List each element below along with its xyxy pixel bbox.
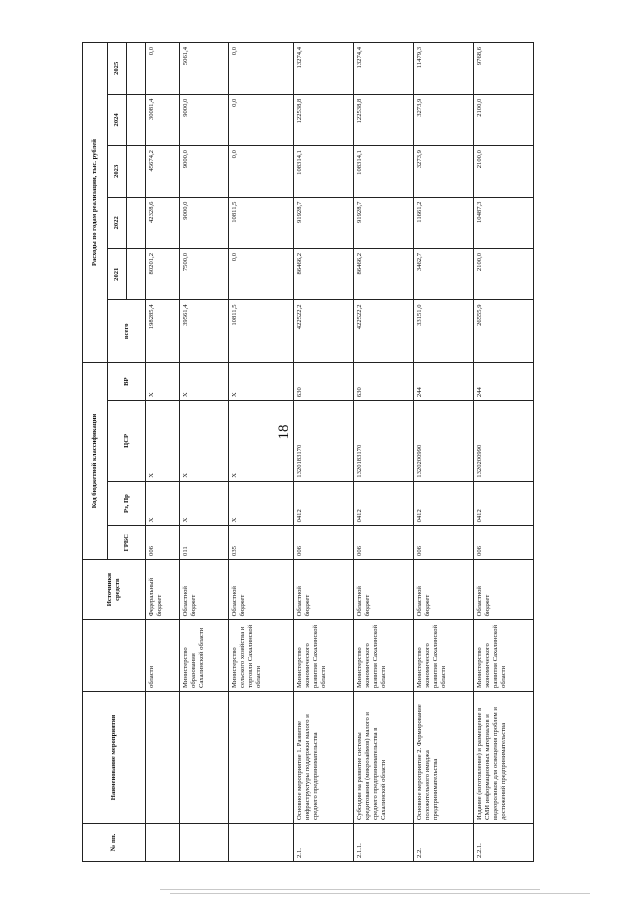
row-name-cell: Основное мероприятие 1. Развитие инфраструктуры поддержки малого и среднего предпринимательства: [294, 691, 354, 823]
row-year-value-cell: 11479,3: [414, 43, 474, 95]
row-year-value-cell: 0,0: [229, 94, 294, 145]
row-year-value-cell: 13274,4: [294, 43, 354, 95]
row-year-value-cell: 11661,2: [414, 197, 474, 248]
row-source-cell: Областной бюджет: [354, 559, 414, 619]
row-name-cell: [229, 691, 294, 823]
row-year-value-cell: 42328,6: [146, 197, 180, 248]
row-year-value-cell: 91928,7: [294, 197, 354, 248]
row-year-value-cell: 10487,3: [474, 197, 534, 248]
header-csr: ЦСР: [108, 401, 146, 482]
row-grbs-cell: 011: [180, 526, 229, 560]
row-rzpr-cell: 0412: [474, 481, 534, 526]
row-year-value-cell: 2100,0: [474, 94, 534, 145]
row-year-value-cell: 91928,7: [354, 197, 414, 248]
row-num-cell: 2.2.1.: [474, 823, 534, 861]
row-csr-cell: 1320200990: [474, 401, 534, 482]
row-num-cell: [229, 823, 294, 861]
row-year-value-cell: 2100,0: [474, 249, 534, 300]
header-expenses: Расходы по годам реализации, тыс. рублей: [83, 43, 108, 363]
row-year-value-cell: 86466,2: [294, 249, 354, 300]
row-year-value-cell: 108314,1: [354, 146, 414, 197]
row-num-cell: 2.1.: [294, 823, 354, 861]
header-budget-code: Код бюджетной классификации: [83, 363, 108, 560]
row-name-cell: [180, 691, 229, 823]
row-executor-cell: Министерство образования Сахалинской области: [180, 620, 229, 692]
scan-artifact-line: [160, 889, 540, 890]
row-csr-cell: 1320183170: [354, 401, 414, 482]
row-total-cell: 26555,9: [474, 300, 534, 363]
table-row: [229, 43, 294, 862]
row-source-cell: Областной бюджет: [294, 559, 354, 619]
header-year: 2024: [108, 94, 127, 145]
header-year-spacer: [127, 43, 146, 95]
header-year-spacer: [127, 249, 146, 300]
row-year-value-cell: 80201,2: [146, 249, 180, 300]
header-year: 2022: [108, 197, 127, 248]
row-year-value-cell: 10811,5: [229, 197, 294, 248]
row-vr-cell: Х: [180, 363, 229, 401]
row-year-value-cell: 13274,4: [354, 43, 414, 95]
row-csr-cell: 1320200990: [414, 401, 474, 482]
row-year-value-cell: 122538,8: [294, 94, 354, 145]
row-total-cell: 33151,0: [414, 300, 474, 363]
row-year-value-cell: 86466,2: [354, 249, 414, 300]
row-vr-cell: 244: [474, 363, 534, 401]
row-csr-cell: Х: [180, 401, 229, 482]
page-number: 18: [276, 424, 292, 440]
row-total-cell: 422522,2: [294, 300, 354, 363]
row-total-cell: 198285,4: [146, 300, 180, 363]
row-num-cell: [180, 823, 229, 861]
row-grbs-cell: 035: [229, 526, 294, 560]
row-name-cell: Основное мероприятие 2. Формирование положительного имиджа предпринимательства: [414, 691, 474, 823]
row-grbs-cell: 006: [414, 526, 474, 560]
row-year-value-cell: 5061,4: [180, 43, 229, 95]
row-csr-cell: 1320183170: [294, 401, 354, 482]
header-year: 2021: [108, 249, 127, 300]
table-row: [474, 43, 534, 862]
row-grbs-cell: 006: [294, 526, 354, 560]
row-source-cell: Областной бюджет: [180, 559, 229, 619]
header-vr: ВР: [108, 363, 146, 401]
row-year-value-cell: 3273,9: [414, 94, 474, 145]
row-executor-cell: Министерство сельского хозяйства и торговли Сахалинской области: [229, 620, 294, 692]
row-rzpr-cell: Х: [180, 481, 229, 526]
scan-artifact-line: [170, 893, 590, 894]
row-year-value-cell: 0,0: [229, 43, 294, 95]
header-year-spacer: [127, 146, 146, 197]
row-vr-cell: 244: [414, 363, 474, 401]
row-grbs-cell: 006: [354, 526, 414, 560]
row-year-value-cell: 122538,8: [354, 94, 414, 145]
header-rzpr: Рз, Пр: [108, 481, 146, 526]
row-csr-cell: Х: [146, 401, 180, 482]
row-year-value-cell: 9768,6: [474, 43, 534, 95]
row-source-cell: Областной бюджет: [229, 559, 294, 619]
row-executor-cell: области: [146, 620, 180, 692]
row-vr-cell: Х: [229, 363, 294, 401]
header-year-spacer: [127, 94, 146, 145]
row-year-value-cell: 3273,9: [414, 146, 474, 197]
row-year-value-cell: 45674,2: [146, 146, 180, 197]
row-year-value-cell: 108314,1: [294, 146, 354, 197]
header-source: Источники средств: [83, 559, 146, 619]
budget-table: [82, 42, 534, 862]
table-row: [180, 43, 229, 862]
row-year-value-cell: 2100,0: [474, 146, 534, 197]
row-num-cell: 2.2.: [414, 823, 474, 861]
row-vr-cell: Х: [146, 363, 180, 401]
row-name-cell: Субсидии на развитие системы кредитования (микрозаймов) малого и среднего предпринимательства в Сахалинской области: [354, 691, 414, 823]
row-rzpr-cell: 0412: [354, 481, 414, 526]
header-year: 2023: [108, 146, 127, 197]
row-year-value-cell: 0,0: [229, 249, 294, 300]
row-year-value-cell: 7500,0: [180, 249, 229, 300]
row-executor-cell: Министерство экономического развития Сахалинской области: [474, 620, 534, 692]
header-year-spacer: [127, 197, 146, 248]
row-source-cell: Областной бюджет: [414, 559, 474, 619]
row-vr-cell: 630: [294, 363, 354, 401]
rotated-table-container: [82, 42, 534, 862]
row-year-value-cell: 9000,0: [180, 146, 229, 197]
row-year-value-cell: 30081,4: [146, 94, 180, 145]
row-year-value-cell: 3462,7: [414, 249, 474, 300]
header-name: Наименование мероприятия: [83, 691, 146, 823]
table-row: [146, 43, 180, 862]
row-year-value-cell: 0,0: [146, 43, 180, 95]
row-year-value-cell: 9000,0: [180, 197, 229, 248]
row-name-cell: [146, 691, 180, 823]
row-rzpr-cell: Х: [146, 481, 180, 526]
header-num: № пп.: [83, 823, 146, 861]
row-total-cell: 10811,5: [229, 300, 294, 363]
row-num-cell: [146, 823, 180, 861]
row-rzpr-cell: Х: [229, 481, 294, 526]
row-executor-cell: Министерство экономического развития Сахалинской области: [354, 620, 414, 692]
header-executor: [83, 620, 146, 692]
row-rzpr-cell: 0412: [294, 481, 354, 526]
header-grbs: ГРБС: [108, 526, 146, 560]
row-year-value-cell: 0,0: [229, 146, 294, 197]
row-rzpr-cell: 0412: [414, 481, 474, 526]
row-executor-cell: Министерство экономического развития Сахалинской области: [414, 620, 474, 692]
row-csr-cell: Х: [229, 401, 294, 482]
row-num-cell: 2.1.1.: [354, 823, 414, 861]
row-year-value-cell: 9000,0: [180, 94, 229, 145]
table-row: [294, 43, 354, 862]
row-grbs-cell: 006: [146, 526, 180, 560]
table-row: [414, 43, 474, 862]
row-total-cell: 422522,2: [354, 300, 414, 363]
header-total: всего: [108, 300, 146, 363]
row-source-cell: Федеральный бюджет: [146, 559, 180, 619]
row-vr-cell: 630: [354, 363, 414, 401]
header-year: 2025: [108, 43, 127, 95]
table-row: [354, 43, 414, 862]
row-total-cell: 39561,4: [180, 300, 229, 363]
row-name-cell: Издание (изготовление) и размещение в СМИ информационных материалов и видеороликов для освещения проблем и достижений предпринимательства: [474, 691, 534, 823]
row-executor-cell: Министерство экономического развития Сахалинской области: [294, 620, 354, 692]
row-source-cell: Областной бюджет: [474, 559, 534, 619]
row-grbs-cell: 006: [474, 526, 534, 560]
table-body: [146, 43, 534, 862]
